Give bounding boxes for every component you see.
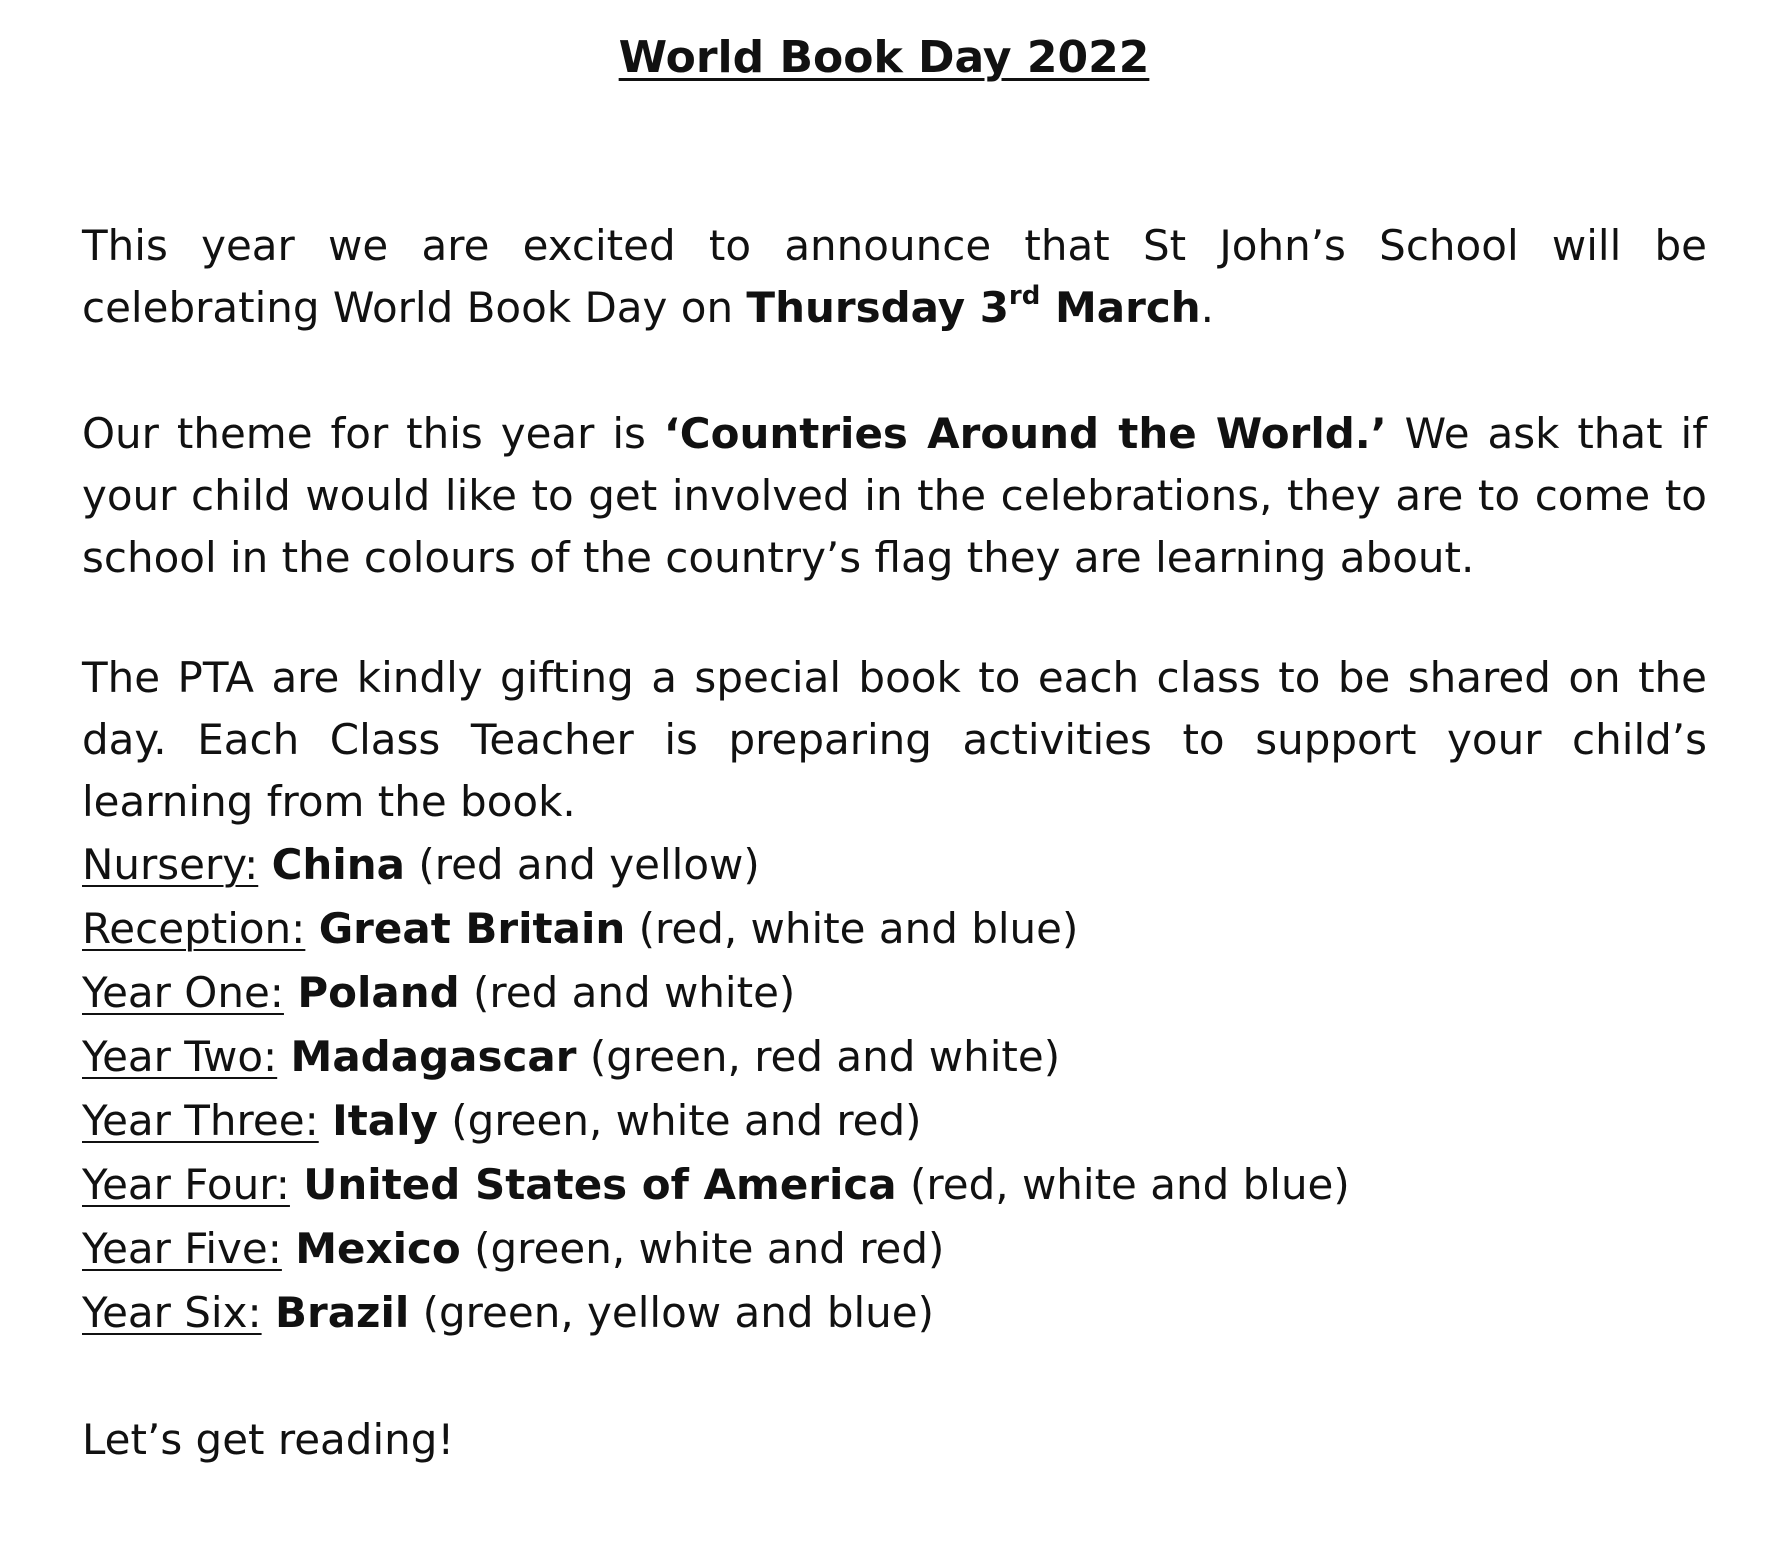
closing-text: Let’s get reading! (82, 1415, 455, 1464)
pta-paragraph (82, 647, 1707, 833)
class-country: China (271, 840, 405, 889)
class-country: United States of America (303, 1160, 897, 1209)
class-country: Brazil (274, 1288, 410, 1337)
class-colours: (red and white) (473, 968, 796, 1017)
class-label: Year Three: (82, 1096, 319, 1145)
class-colours: (red and yellow) (418, 840, 760, 889)
event-date-suffix: rd (1008, 281, 1041, 311)
class-item-year-six (82, 1281, 1707, 1345)
class-label: Nursery: (82, 840, 259, 889)
theme-details-text: We ask that if your child would like to get involved in the celebrations, they are to come to school in the colours of the country’s flag they are learning about. (82, 409, 1708, 582)
document-body (82, 215, 1707, 1471)
pta-text: The PTA are kindly gifting a special book to each class to be shared on the day. Each Class Teacher is preparing activities to support your child’s learning from the book. (82, 653, 1707, 826)
class-colours: (green, white and red) (451, 1096, 922, 1145)
class-label: Year Five: (82, 1224, 282, 1273)
class-colours: (green, white and red) (474, 1224, 945, 1273)
class-colours: (green, red and white) (589, 1032, 1061, 1081)
document-title (0, 28, 1768, 88)
class-item-year-three (82, 1089, 1707, 1153)
theme-intro-text: Our theme for this year is (82, 409, 664, 458)
class-country: Mexico (295, 1224, 461, 1273)
class-label: Year One: (82, 968, 284, 1017)
class-item-nursery (82, 833, 1707, 897)
event-date-month: March (1040, 283, 1201, 332)
class-item-year-five (82, 1217, 1707, 1281)
class-label: Year Four: (82, 1160, 290, 1209)
intro-paragraph (82, 215, 1707, 339)
class-colours: (red, white and blue) (910, 1160, 1350, 1209)
theme-name: ‘Countries Around the World.’ (663, 409, 1387, 458)
intro-text: This year we are excited to announce that St John’s School will be celebrating World Book Day on (82, 221, 1707, 332)
document-title-text: World Book Day 2022 (618, 32, 1150, 83)
class-country: Madagascar (290, 1032, 577, 1081)
class-colours: (green, yellow and blue) (422, 1288, 935, 1337)
class-country: Italy (332, 1096, 438, 1145)
class-country-list (82, 833, 1707, 1345)
closing-line (82, 1409, 1707, 1471)
class-item-year-two (82, 1025, 1707, 1089)
intro-end: . (1200, 283, 1214, 332)
class-country: Poland (297, 968, 460, 1017)
class-item-year-four (82, 1153, 1707, 1217)
event-date (746, 283, 1200, 332)
class-label: Year Two: (82, 1032, 278, 1081)
class-label: Year Six: (82, 1288, 262, 1337)
class-item-year-one (82, 961, 1707, 1025)
event-date-day: Thursday 3 (746, 283, 1009, 332)
class-label: Reception: (82, 904, 306, 953)
class-colours: (red, white and blue) (638, 904, 1079, 953)
class-country: Great Britain (318, 904, 626, 953)
theme-paragraph (82, 403, 1707, 589)
class-item-reception (82, 897, 1707, 961)
